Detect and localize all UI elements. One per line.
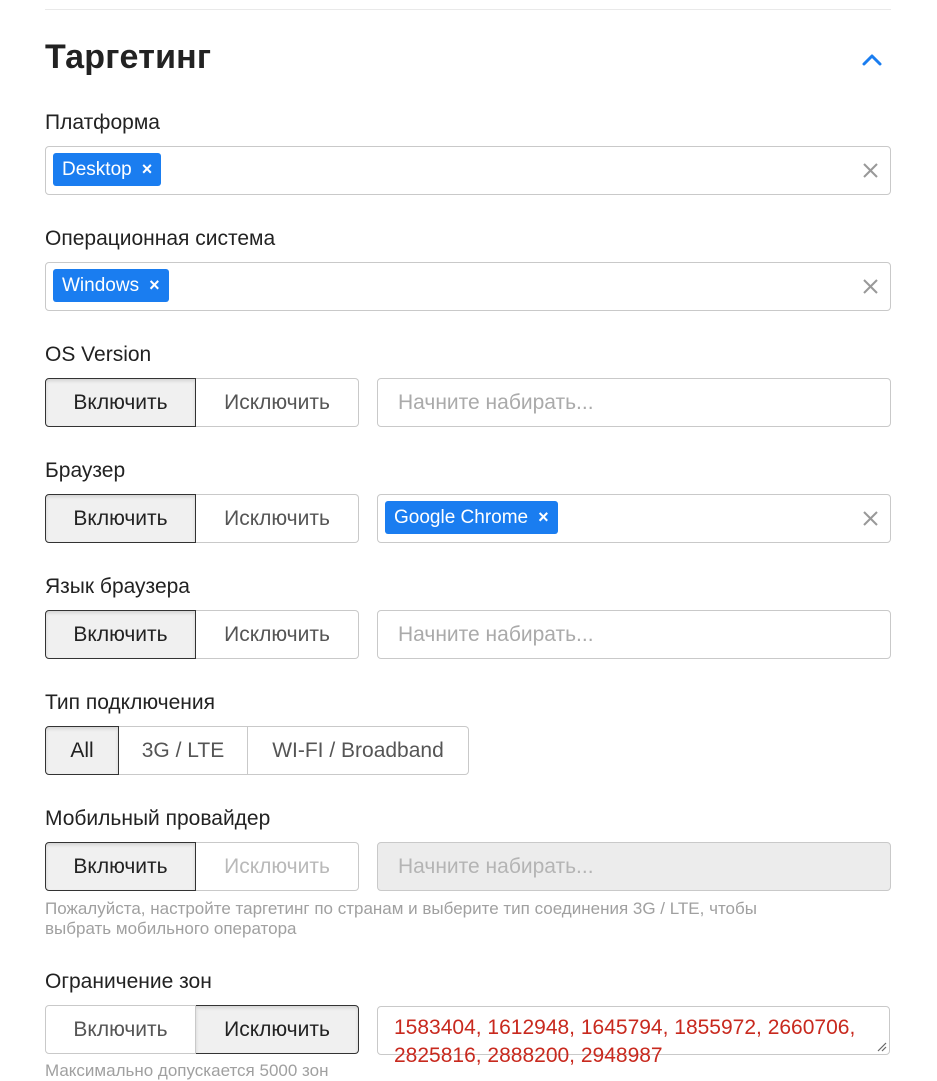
hint-line: выбрать мобильного оператора — [45, 919, 297, 938]
browser-language-label: Язык браузера — [45, 575, 190, 598]
mobile-provider-input[interactable] — [377, 842, 891, 891]
include-button[interactable]: Включить — [45, 610, 196, 659]
mobile-provider-toggle — [45, 842, 359, 891]
hint-line: Пожалуйста, настройте таргетинг по странам и выберите тип соединения 3G / LTE, чтобы — [45, 899, 757, 918]
os-version-toggle — [45, 378, 359, 427]
exclude-button[interactable]: Исключить — [196, 494, 359, 543]
exclude-button[interactable]: Исключить — [196, 378, 359, 427]
tag-label: Google Chrome — [394, 506, 529, 528]
include-button[interactable]: Включить — [45, 842, 196, 891]
os-select[interactable] — [45, 262, 891, 311]
top-divider — [45, 9, 891, 10]
os-label: Операционная система — [45, 227, 276, 250]
close-icon[interactable] — [861, 277, 880, 296]
zone-limit-label: Ограничение зон — [45, 970, 212, 993]
platform-select[interactable] — [45, 146, 891, 195]
platform-tag-desktop — [53, 153, 161, 186]
connection-3g-lte-button[interactable]: 3G / LTE — [119, 726, 248, 775]
browser-tag-chrome — [385, 501, 558, 534]
include-button[interactable]: Включить — [45, 1005, 196, 1054]
connection-wifi-broadband-button[interactable]: WI-FI / Broadband — [248, 726, 469, 775]
browser-toggle — [45, 494, 359, 543]
close-icon[interactable] — [861, 161, 880, 180]
tag-label: Windows — [62, 274, 140, 296]
browser-select[interactable] — [377, 494, 891, 543]
browser-language-input[interactable] — [377, 610, 891, 659]
zones-line: 2825816, 2888200, 2948987 — [394, 1044, 663, 1067]
resize-grip-icon[interactable] — [875, 1040, 887, 1052]
tag-remove-icon[interactable]: × — [141, 159, 153, 179]
tag-remove-icon[interactable]: × — [149, 275, 160, 295]
os-version-input[interactable] — [377, 378, 891, 427]
chevron-up-icon[interactable] — [858, 48, 886, 72]
platform-label: Платформа — [45, 111, 160, 134]
zone-limit-toggle — [45, 1005, 359, 1054]
mobile-provider-label: Мобильный провайдер — [45, 807, 271, 830]
mobile-provider-hint — [45, 899, 757, 939]
section-title: Таргетинг — [45, 38, 212, 76]
tag-label: Desktop — [62, 158, 132, 180]
browser-language-toggle — [45, 610, 359, 659]
connection-type-label: Тип подключения — [45, 691, 215, 714]
connection-type-toggle — [45, 726, 469, 775]
exclude-button[interactable]: Исключить — [196, 610, 359, 659]
zones-textarea[interactable] — [377, 1006, 890, 1067]
exclude-button[interactable]: Исключить — [196, 1005, 359, 1054]
close-icon[interactable] — [861, 509, 880, 528]
zones-line: 1583404, 1612948, 1645794, 1855972, 2660706, — [394, 1016, 856, 1039]
zone-limit-hint: Максимально допускается 5000 зон — [45, 1061, 329, 1080]
connection-all-button[interactable]: All — [45, 726, 119, 775]
tag-remove-icon[interactable]: × — [538, 507, 549, 527]
include-button[interactable]: Включить — [45, 494, 196, 543]
os-tag-windows — [53, 269, 169, 302]
browser-label: Браузер — [45, 459, 126, 482]
include-button[interactable]: Включить — [45, 378, 196, 427]
exclude-button[interactable]: Исключить — [196, 842, 359, 891]
os-version-label: OS Version — [45, 343, 152, 366]
